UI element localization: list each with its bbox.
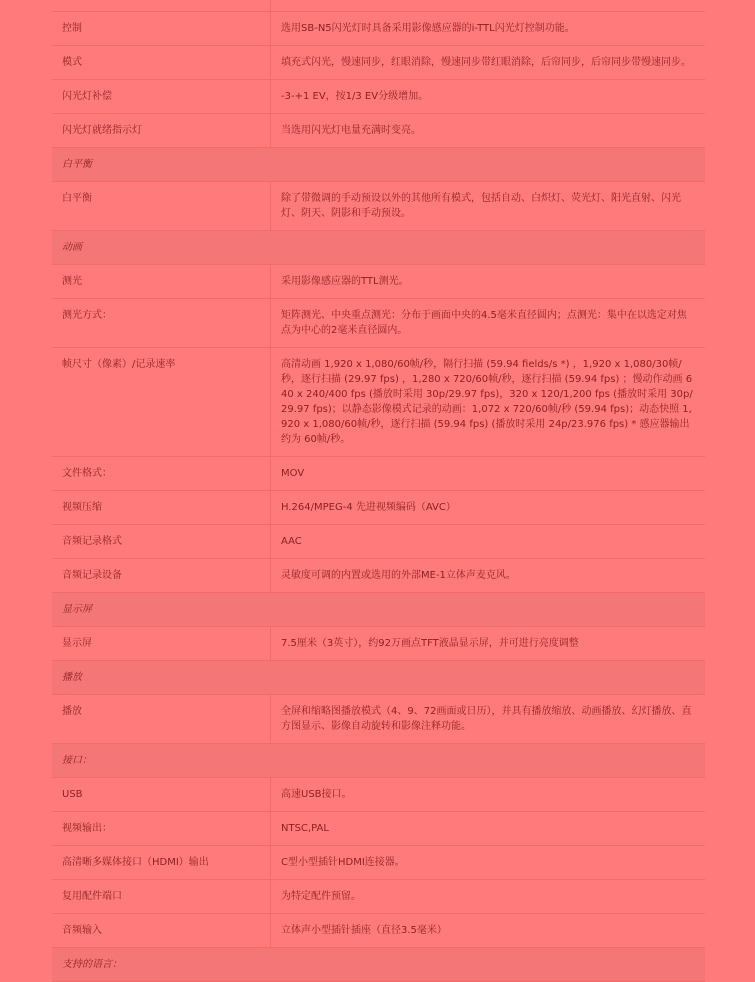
spec-row [52, 46, 705, 80]
spec-label: 测光 [52, 265, 271, 299]
section-title: 白平衡 [52, 148, 705, 182]
spec-table [52, 0, 705, 982]
spec-value: 选用SB-N5闪光灯时具备采用影像感应器的i-TTL闪光灯控制功能。 [271, 12, 706, 46]
spec-row [52, 182, 705, 231]
section-title: 动画 [52, 231, 705, 265]
spec-label: USB [52, 778, 271, 812]
spec-label: 闪光灯就绪指示灯 [52, 114, 271, 148]
spec-row [52, 914, 705, 948]
spec-value: H.264/MPEG-4 先进视频编码（AVC） [271, 491, 706, 525]
spec-row [52, 559, 705, 593]
spec-row [52, 114, 705, 148]
section-header-row [52, 231, 705, 265]
spec-label: 模式 [52, 46, 271, 80]
section-header-row [52, 593, 705, 627]
spec-row [52, 299, 705, 348]
spec-value: 灵敏度可调的内置或选用的外部ME-1立体声麦克风。 [271, 559, 706, 593]
spec-value: 为特定配件预留。 [271, 880, 706, 914]
spec-label: 显示屏 [52, 627, 271, 661]
spec-value [271, 0, 706, 12]
section-header-row [52, 148, 705, 182]
spec-label: 视频输出： [52, 812, 271, 846]
spec-label: 控制 [52, 12, 271, 46]
spec-row [52, 491, 705, 525]
section-title: 显示屏 [52, 593, 705, 627]
spec-value: 立体声小型插针插座（直径3.5毫米） [271, 914, 706, 948]
section-title: 接口： [52, 744, 705, 778]
spec-row [52, 846, 705, 880]
spec-label: 帧尺寸（像素）/记录速率 [52, 348, 271, 457]
section-header-row [52, 948, 705, 982]
spec-value: AAC [271, 525, 706, 559]
spec-value: C型小型插针HDMI连接器。 [271, 846, 706, 880]
spec-value: 当选用闪光灯电量充满时变亮。 [271, 114, 706, 148]
section-header-row [52, 661, 705, 695]
spec-value: -3-+1 EV，按1/3 EV分级增加。 [271, 80, 706, 114]
spec-value: 全屏和缩略图播放模式（4、9、72画面或日历），并具有播放缩放、动画播放、幻灯播放、直方图显示、影像自动旋转和影像注释功能。 [271, 695, 706, 744]
spec-value: MOV [271, 457, 706, 491]
spec-row [52, 695, 705, 744]
spec-label: 音频输入 [52, 914, 271, 948]
section-title: 支持的语言： [52, 948, 705, 982]
section-header-row [52, 744, 705, 778]
spec-row [52, 0, 705, 12]
spec-label: 闪光灯补偿 [52, 80, 271, 114]
spec-label: 音频记录设备 [52, 559, 271, 593]
spec-label: 音频记录格式 [52, 525, 271, 559]
spec-value: 矩阵测光、中央重点测光：分布于画面中央的4.5毫米直径圆内；点测光：集中在以选定对焦点为中心的2毫米直径圆内。 [271, 299, 706, 348]
spec-label [52, 0, 271, 12]
spec-label: 播放 [52, 695, 271, 744]
spec-value: 高速USB接口。 [271, 778, 706, 812]
spec-row [52, 80, 705, 114]
spec-value: 7.5厘米（3英寸），约92万画点TFT液晶显示屏，并可进行亮度调整 [271, 627, 706, 661]
spec-row [52, 348, 705, 457]
spec-label: 白平衡 [52, 182, 271, 231]
spec-row [52, 265, 705, 299]
spec-value: NTSC,PAL [271, 812, 706, 846]
spec-row [52, 880, 705, 914]
spec-value: 采用影像感应器的TTL测光。 [271, 265, 706, 299]
spec-row [52, 812, 705, 846]
spec-table-body [52, 0, 705, 982]
spec-label: 高清晰多媒体接口（HDMI）输出 [52, 846, 271, 880]
spec-row [52, 778, 705, 812]
spec-value: 高清动画 1,920 x 1,080/60帧/秒，隔行扫描 (59.94 fields/s *) ，1,920 x 1,080/30帧/秒，逐行扫描 (29.97 fps) ，1,280 x 720/60帧/秒，逐行扫描 (59.94 fps) ；慢动作动画 640 x 240/400 fps (播放时采用 30p/29.97 fps)，320 x 120/1,200 fps (播放时采用 30p/29.97 fps)；以静态影像模式记录的动画：1,072 x 720/60帧/秒 (59.94 fps)；动态快照 1,920 x 1,080/60帧/秒，逐行扫描 (59.94 fps) (播放时采用 24p/23.976 fps) * 感应器输出约为 60帧/秒。 [271, 348, 706, 457]
spec-row [52, 12, 705, 46]
spec-label: 复用配件端口 [52, 880, 271, 914]
spec-row [52, 525, 705, 559]
spec-row [52, 627, 705, 661]
spec-value: 除了带微调的手动预设以外的其他所有模式，包括自动、白炽灯、荧光灯、阳光直射、闪光灯、阴天、阴影和手动预设。 [271, 182, 706, 231]
spec-label: 文件格式： [52, 457, 271, 491]
spec-label: 测光方式： [52, 299, 271, 348]
spec-row [52, 457, 705, 491]
spec-label: 视频压缩 [52, 491, 271, 525]
section-title: 播放 [52, 661, 705, 695]
spec-value: 填充式闪光，慢速同步，红眼消除，慢速同步带红眼消除，后帘同步，后帘同步带慢速同步。 [271, 46, 706, 80]
